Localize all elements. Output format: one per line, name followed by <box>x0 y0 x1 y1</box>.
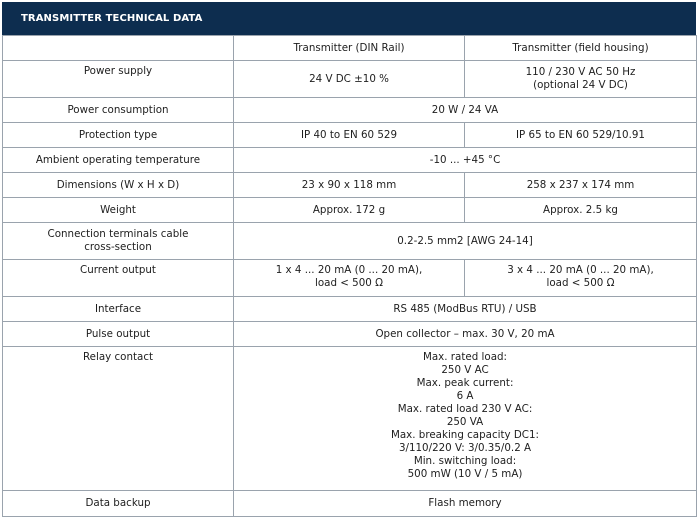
value-line: 3/110/220 V: 3/0.35/0.2 A <box>398 442 532 454</box>
value-power-supply-field <box>465 61 697 98</box>
value-weight-field: Approx. 2.5 kg <box>465 198 697 223</box>
value-protection-field: IP 65 to EN 60 529/10.91 <box>465 123 697 148</box>
row-label-protection: Protection type <box>3 123 234 148</box>
value-line: 110 / 230 V AC 50 Hz <box>525 66 636 78</box>
column-header-din: Transmitter (DIN Rail) <box>234 36 465 61</box>
column-header-field: Transmitter (field housing) <box>465 36 697 61</box>
value-relay <box>234 347 697 491</box>
table-row <box>3 61 697 98</box>
value-pulse-output: Open collector – max. 30 V, 20 mA <box>234 322 697 347</box>
table-row <box>3 173 697 198</box>
value-interface: RS 485 (ModBus RTU) / USB <box>234 297 697 322</box>
value-line: Max. rated load: <box>422 351 508 363</box>
value-line: Max. breaking capacity DC1: <box>390 429 540 441</box>
table-row <box>3 123 697 148</box>
spec-sheet <box>2 2 696 517</box>
row-label-weight: Weight <box>3 198 234 223</box>
table-row <box>3 198 697 223</box>
value-current-output-field <box>465 260 697 297</box>
spec-table <box>2 35 697 517</box>
table-row <box>3 260 697 297</box>
value-power-supply-din: 24 V DC ±10 % <box>234 61 465 98</box>
row-label-power-consumption: Power consumption <box>3 98 234 123</box>
table-title: TRANSMITTER TECHNICAL DATA <box>2 2 696 35</box>
value-power-consumption: 20 W / 24 VA <box>234 98 697 123</box>
value-dimensions-field: 258 x 237 x 174 mm <box>465 173 697 198</box>
row-label-terminals <box>3 223 234 260</box>
value-line: 250 V AC <box>441 364 489 376</box>
row-label-dimensions: Dimensions (W x H x D) <box>3 173 234 198</box>
value-line: load < 500 Ω <box>546 277 615 289</box>
table-row <box>3 148 697 173</box>
value-line: 500 mW (10 V / 5 mA) <box>407 468 523 480</box>
value-line: Min. switching load: <box>413 455 517 467</box>
table-row <box>3 322 697 347</box>
value-terminals: 0.2-2.5 mm2 [AWG 24-14] <box>234 223 697 260</box>
value-dimensions-din: 23 x 90 x 118 mm <box>234 173 465 198</box>
value-line: 250 VA <box>446 416 484 428</box>
column-header-empty <box>3 36 234 61</box>
table-row <box>3 491 697 517</box>
value-ambient: -10 ... +45 °C <box>234 148 697 173</box>
value-line: Max. rated load 230 V AC: <box>397 403 533 415</box>
value-line: 3 x 4 ... 20 mA (0 ... 20 mA), <box>507 264 654 276</box>
table-row <box>3 98 697 123</box>
value-backup: Flash memory <box>234 491 697 517</box>
label-line: cross-section <box>84 241 152 253</box>
value-line: load < 500 Ω <box>315 277 383 289</box>
table-row <box>3 223 697 260</box>
row-label-power-supply: Power supply <box>3 61 234 98</box>
value-current-output-din <box>234 260 465 297</box>
label-line: Connection terminals cable <box>47 228 189 240</box>
value-line: 6 A <box>456 390 474 402</box>
row-label-relay: Relay contact <box>3 347 234 491</box>
row-label-pulse-output: Pulse output <box>3 322 234 347</box>
row-label-backup: Data backup <box>3 491 234 517</box>
value-line: 1 x 4 ... 20 mA (0 ... 20 mA), <box>275 264 423 276</box>
value-line: (optional 24 V DC) <box>533 79 628 91</box>
table-header-row <box>3 36 697 61</box>
row-label-ambient: Ambient operating temperature <box>3 148 234 173</box>
row-label-interface: Interface <box>3 297 234 322</box>
row-label-current-output: Current output <box>3 260 234 297</box>
value-line: Max. peak current: <box>416 377 514 389</box>
value-protection-din: IP 40 to EN 60 529 <box>234 123 465 148</box>
table-row <box>3 347 697 491</box>
value-weight-din: Approx. 172 g <box>234 198 465 223</box>
table-row <box>3 297 697 322</box>
